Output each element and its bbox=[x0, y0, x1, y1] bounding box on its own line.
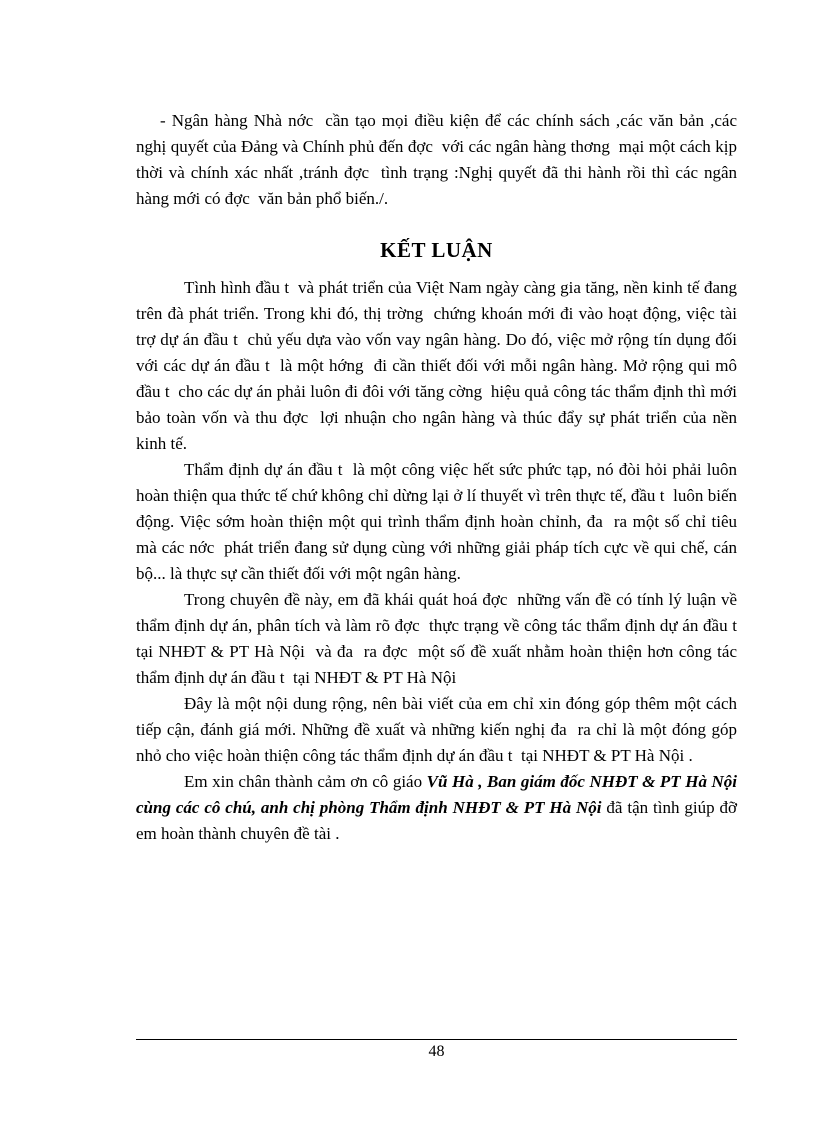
intro-paragraph: - Ngân hàng Nhà nớc cần tạo mọi điều kiện để các chính sách ,các văn bản ,các nghị quyết của Đảng và Chính phủ đến đợc với các ngân hàng thơng mại một cách kịp thời và chính xác nhất ,tránh đợc tình trạng :Nghị quyết đã thi hành rồi thì các ngân hàng mới có đợc văn bản phổ biến./. bbox=[136, 111, 742, 208]
conclusion-heading: KẾT LUẬN bbox=[380, 238, 493, 262]
body-paragraph-1: Tình hình đầu t và phát triển của Việt Nam ngày càng gia tăng, nền kinh tế đang trên đà phát triển. Trong khi đó, thị trờng chứng khoán mới đi vào hoạt động, việc tài trợ dự án đầu t chủ yếu dựa vào vốn vay ngân hàng. Do đó, việc mở rộng tín dụng đối với các dự án đầu t là một hớng đi cần thiết đối với mỗi ngân hàng. Mở rộng qui mô đầu t cho các dự án phải luôn đi đôi với tăng cờng hiệu quả công tác thẩm định thì mới bảo toàn vốn và thu đợc lợi nhuận cho ngân hàng và thúc đẩy sự phát triển của nền kinh tế. bbox=[136, 278, 742, 453]
footer-divider bbox=[136, 1039, 737, 1040]
body-paragraph-3: Trong chuyên đề này, em đã khái quát hoá đợc những vấn đề có tính lý luận về thẩm định dự án, phân tích và làm rõ đợc thực trạng về công tác thẩm định dự án đầu t tại NHĐT & PT Hà Nội và đa ra đợc một số đề xuất nhằm hoàn thiện hơn công tác thẩm định dự án đầu t tại NHĐT & PT Hà Nội bbox=[136, 590, 746, 687]
body-paragraph-2: Thẩm định dự án đầu t là một công việc hết sức phức tạp, nó đòi hỏi phải luôn hoàn thiện qua thức tế chứ không chỉ dừng lại ở lí thuyết vì trên thực tế, đầu t luôn biến động. Việc sớm hoàn thiện một qui trình thẩm định hoàn chỉnh, đa ra một số chỉ tiêu mà các nớc phát triển đang sử dụng cùng với những giải pháp tích cực về qui chế, cán bộ... là thực sự cần thiết đối với một ngân hàng. bbox=[136, 460, 742, 583]
closing-acknowledgement-names: Vũ Hà , Ban giám đốc NHĐT & PT Hà Nội cùng các cô chú, anh chị phòng Thẩm định NHĐT & PT Hà Nội bbox=[136, 772, 742, 817]
closing-text-pre: Em xin chân thành cảm ơn cô giáo bbox=[184, 772, 427, 791]
page-footer bbox=[136, 1039, 737, 1063]
closing-text-post: đã tận tình giúp đỡ em hoàn thành chuyên đề tài . bbox=[136, 798, 742, 843]
closing-paragraph bbox=[136, 769, 742, 847]
body-paragraph-4: Đây là một nội dung rộng, nên bài viết của em chỉ xin đóng góp thêm một cách tiếp cận, đánh giá mới. Những đề xuất và những kiến nghị đa ra chỉ là một đóng góp nhỏ cho việc hoàn thiện công tác thẩm định dự án đầu t tại NHĐT & PT Hà Nội . bbox=[136, 694, 742, 765]
page-content bbox=[136, 108, 746, 847]
page-number: 48 bbox=[428, 1043, 445, 1060]
